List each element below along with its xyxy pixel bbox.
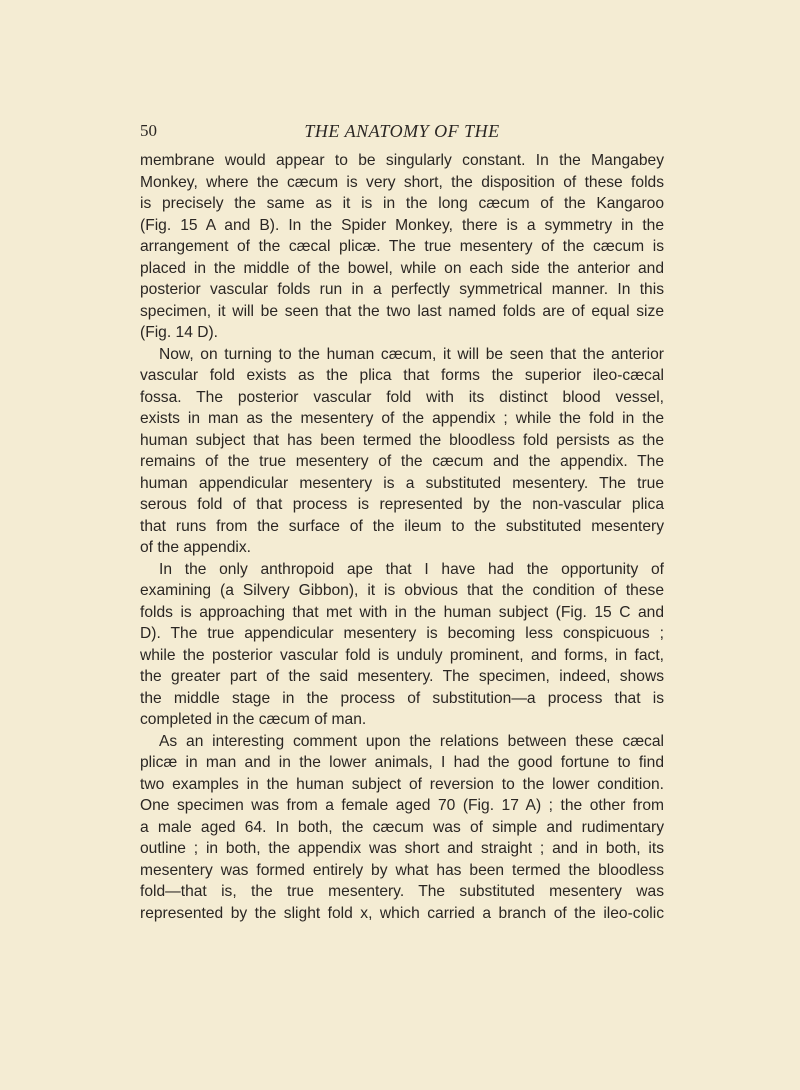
text-line: two examples in the human subject of reversion to the lower condition.: [140, 775, 664, 793]
text-line: fold—that is, the true mesentery. The substituted mesentery was: [140, 883, 664, 900]
text-line: human subject that has been termed the bloodless fold persists as the: [140, 431, 664, 449]
text-line: the greater part of the said mesentery. The specimen, indeed, shows: [140, 668, 664, 685]
text-line: exists in man as the mesentery of the appendix ; while the fold in the: [140, 410, 664, 427]
paragraph-start: In the only anthropoid ape that I have had the opportunity of: [159, 560, 664, 578]
text-line: D). The true appendicular mesentery is becoming less conspicuous ;: [140, 625, 664, 642]
running-title: THE ANATOMY OF THE: [304, 121, 500, 141]
text-line: of the appendix.: [140, 539, 251, 556]
text-line: folds is approaching that met with in the human subject (Fig. 15 C and: [140, 603, 664, 621]
text-line: that runs from the surface of the ileum to the substituted mesentery: [140, 517, 664, 535]
text-line: the middle stage in the process of substitution—a process that is: [140, 689, 664, 707]
text-line: mesentery was formed entirely by what has been termed the bloodless: [140, 861, 664, 879]
text-line: plicæ in man and in the lower animals, I had the good fortune to find: [140, 754, 664, 771]
text-line: remains of the true mesentery of the cæcum and the appendix. The: [140, 453, 664, 470]
text-line: completed in the cæcum of man.: [140, 711, 367, 728]
text-line: posterior vascular folds run in a perfectly symmetrical manner. In this: [140, 281, 664, 298]
page-number: 50: [140, 121, 157, 140]
text-line: membrane would appear to be singularly constant. In the Mangabey: [140, 152, 664, 169]
text-line: examining (a Silvery Gibbon), it is obvious that the condition of these: [140, 582, 664, 599]
text-line: represented by the slight fold x, which carried a branch of the ileo-colic: [140, 904, 664, 922]
paragraph-start: As an interesting comment upon the relations between these cæcal: [159, 732, 664, 750]
text-line: human appendicular mesentery is a substituted mesentery. The true: [140, 474, 664, 492]
text-line: while the posterior vascular fold is unduly prominent, and forms, in fact,: [140, 646, 664, 664]
text-line: arrangement of the cæcal plicæ. The true mesentery of the cæcum is: [140, 238, 664, 255]
text-line: vascular fold exists as the plica that forms the superior ileo-cæcal: [140, 367, 664, 384]
page-header: [140, 121, 664, 145]
paragraph-start: Now, on turning to the human cæcum, it will be seen that the anterior: [159, 345, 664, 363]
text-line: placed in the middle of the bowel, while on each side the anterior and: [140, 259, 664, 277]
text-line: serous fold of that process is represented by the non-vascular plica: [140, 496, 664, 513]
text-line: outline ; in both, the appendix was short and straight ; and in both, its: [140, 840, 664, 857]
body-text: [140, 150, 664, 924]
text-line: a male aged 64. In both, the cæcum was of simple and rudimentary: [140, 818, 664, 836]
text-line: (Fig. 14 D).: [140, 324, 218, 341]
text-line: specimen, it will be seen that the two last named folds are of equal size: [140, 302, 664, 320]
text-line: Monkey, where the cæcum is very short, the disposition of these folds: [140, 173, 664, 191]
text-line: is precisely the same as it is in the long cæcum of the Kangaroo: [140, 195, 664, 212]
text-line: One specimen was from a female aged 70 (Fig. 17 A) ; the other from: [140, 797, 664, 814]
text-line: (Fig. 15 A and B). In the Spider Monkey, there is a symmetry in the: [140, 216, 664, 234]
text-line: fossa. The posterior vascular fold with its distinct blood vessel,: [140, 388, 664, 406]
